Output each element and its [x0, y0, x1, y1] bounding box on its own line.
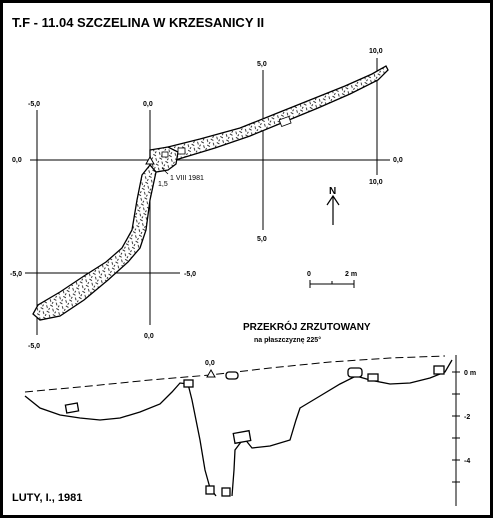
sheet-title: T.F - 11.04 SZCZELINA W KRZESANICY II: [12, 15, 265, 30]
section-station-icon: [207, 370, 215, 377]
depth-tick-2: -2: [464, 414, 471, 421]
plan-lower-passage: [33, 165, 156, 320]
label-left-0: 0,0: [12, 157, 22, 164]
date-label: 1 VIII 1981: [170, 175, 204, 182]
section-title: PRZEKRÓJ ZRZUTOWANY: [243, 322, 371, 333]
label-mid-5: 5,0: [257, 236, 267, 243]
label-left-m5: -5,0: [10, 271, 23, 278]
label-bottom-m5: -5,0: [28, 343, 41, 350]
depth-label: 1,5: [158, 181, 168, 188]
label-top-m5: -5,0: [28, 101, 41, 108]
north-arrow-icon: [327, 196, 339, 225]
plan-entrance-chamber: [150, 147, 178, 172]
label-top-0: 0,0: [143, 101, 153, 108]
section-origin-label: 0,0: [205, 360, 215, 367]
label-right-m5: -5,0: [184, 271, 197, 278]
north-label: N: [329, 186, 337, 197]
label-top-5: 5,0: [257, 61, 267, 68]
section-subtitle: na płaszczyznę 225°: [254, 337, 321, 344]
depth-tick-0: 0 m: [464, 370, 477, 377]
scale-bar: [310, 280, 354, 288]
label-bottom-0: 0,0: [144, 333, 154, 340]
scale-end-label: 2 m: [345, 271, 358, 278]
label-top-10: 10,0: [369, 48, 383, 55]
label-right-0: 0,0: [393, 157, 403, 164]
plan-upper-passage: [160, 66, 388, 163]
scale-start-label: 0: [307, 271, 311, 278]
label-right-10: 10,0: [369, 179, 383, 186]
depth-scale: [452, 355, 460, 506]
depth-tick-4: -4: [464, 458, 471, 465]
cave-section: [25, 360, 452, 496]
author-credit: LUTY, I., 1981: [12, 492, 83, 504]
